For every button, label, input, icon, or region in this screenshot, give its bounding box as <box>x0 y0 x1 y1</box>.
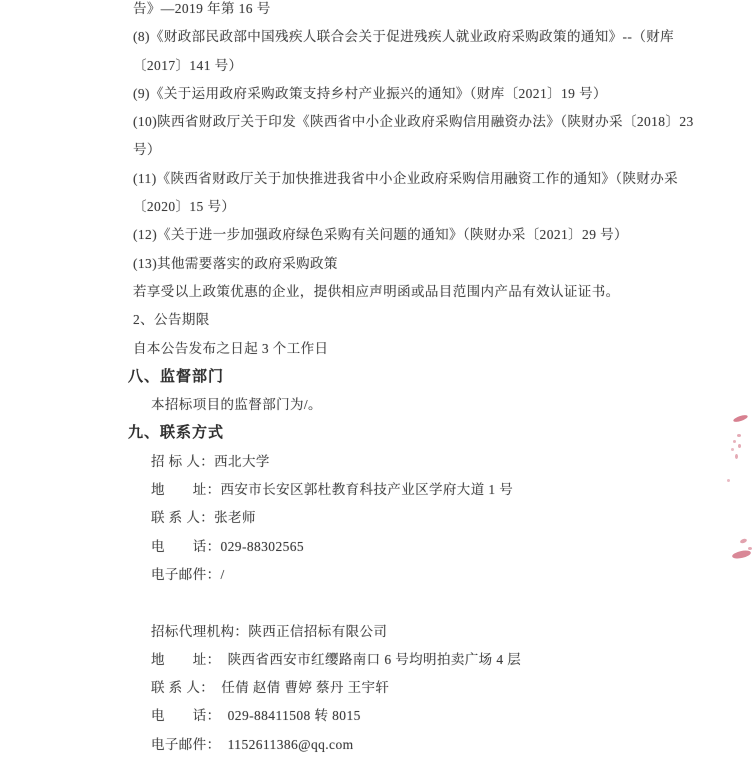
contact-line: 电 话： 029-88411508 转 8015 <box>151 708 361 724</box>
contact-line: 招标代理机构：陕西正信招标有限公司 <box>151 623 388 639</box>
text-line: 2、公告期限 <box>133 312 210 328</box>
contact-line: 电 话：029-88302565 <box>151 538 305 554</box>
blank-line <box>133 589 733 617</box>
text-line: (10)陕西省财政厅关于印发《陕西省中小企业政府采购信用融资办法》（陕财办采〔2018〕23 <box>133 114 694 130</box>
text-line: (12)《关于进一步加强政府绿色采购有关问题的通知》（陕财办采〔2021〕29 号） <box>133 227 628 243</box>
contact-line: 本招标项目的监督部门为/。 <box>151 397 322 413</box>
red-ink-mark <box>748 547 752 550</box>
text-line: (11)《陕西省财政厅关于加快推进我省中小企业政府采购信用融资工作的通知》（陕财办采 <box>133 170 679 186</box>
text-line: (9)《关于运用政府采购政策支持乡村产业振兴的通知》（财库〔2021〕19 号） <box>133 85 607 101</box>
red-ink-mark <box>738 444 741 448</box>
contact-line: 招 标 人：西北大学 <box>151 453 270 469</box>
contact-line: 联 系 人：张老师 <box>151 510 256 526</box>
text-line: 若享受以上政策优惠的企业，提供相应声明函或品目范围内产品有效认证证书。 <box>133 283 620 299</box>
red-ink-mark <box>733 440 736 443</box>
red-ink-mark <box>727 479 730 482</box>
text-line: 告》—2019 年第 16 号 <box>133 1 271 16</box>
contact-line: 电子邮件：/ <box>151 566 225 582</box>
text-line: 〔2020〕15 号） <box>133 199 236 215</box>
document-text-block <box>128 0 733 757</box>
red-ink-mark <box>731 549 751 560</box>
contact-line: 联 系 人： 任倩 赵倩 曹婷 蔡丹 王宇轩 <box>151 680 390 696</box>
text-line: 自本公告发布之日起 3 个工作日 <box>133 340 329 356</box>
section-heading: 九、联系方式 <box>128 424 225 442</box>
red-ink-mark <box>731 448 734 451</box>
section-heading: 八、监督部门 <box>128 367 225 385</box>
text-line: 号） <box>133 142 161 158</box>
red-ink-mark <box>735 454 738 459</box>
red-ink-mark <box>740 538 748 544</box>
text-line: 〔2017〕141 号） <box>133 57 243 73</box>
red-ink-mark <box>737 434 741 437</box>
contact-line: 地 址：西安市长安区郭杜教育科技产业区学府大道 1 号 <box>151 482 514 498</box>
red-ink-mark <box>733 414 749 423</box>
text-line: (8)《财政部民政部中国残疾人联合会关于促进残疾人就业政府采购政策的通知》--（财库 <box>133 29 675 45</box>
contact-line: 地 址： 陕西省西安市红缨路南口 6 号均明拍卖广场 4 层 <box>151 651 522 667</box>
contact-line: 电子邮件： 1152611386@qq.com <box>151 736 354 752</box>
text-line: (13)其他需要落实的政府采购政策 <box>133 255 338 271</box>
